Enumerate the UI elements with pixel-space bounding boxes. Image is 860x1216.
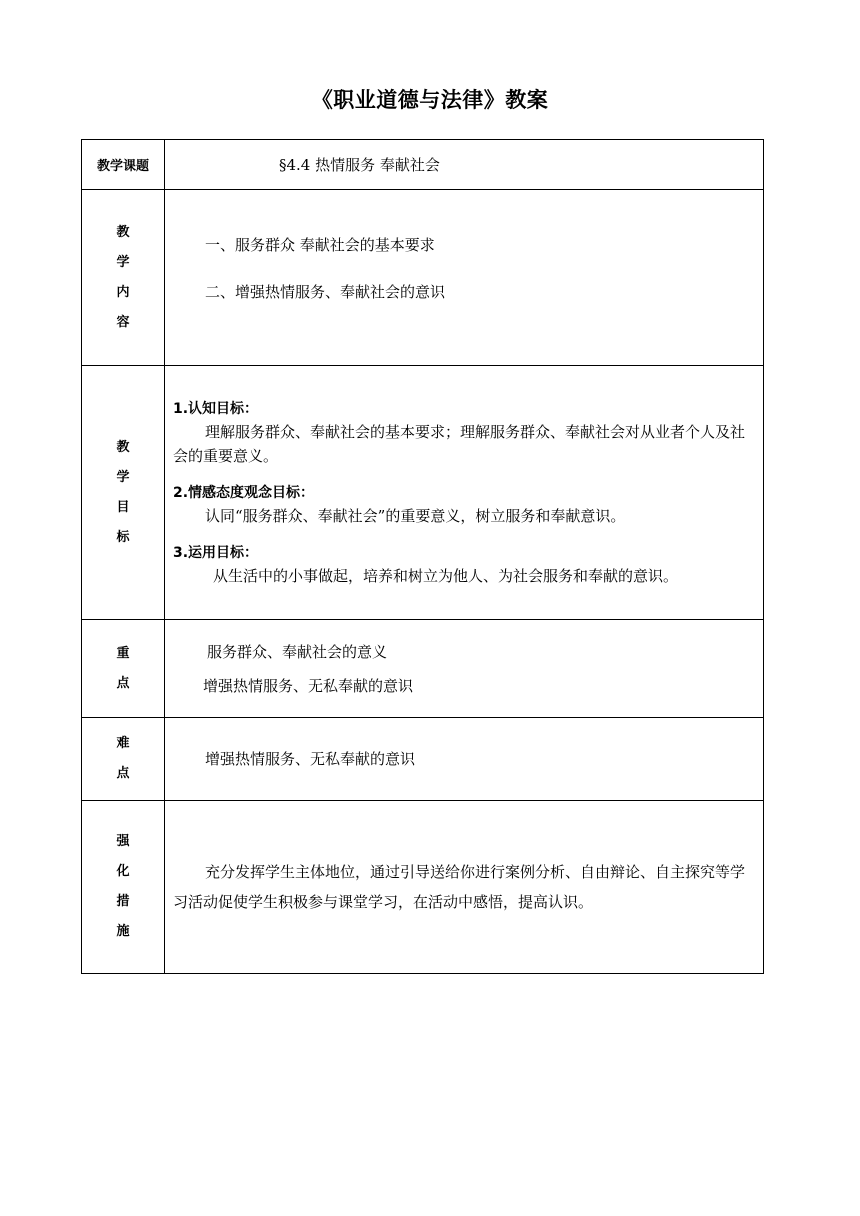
- reinforcement-measures-label: [82, 801, 165, 974]
- goal-heading: 1.认知目标：: [173, 400, 259, 417]
- document-title: 《职业道德与法律》教案: [311, 88, 549, 112]
- label-char: 点: [116, 766, 130, 781]
- key-points-label: [82, 620, 165, 718]
- lesson-plan-table: [81, 139, 764, 974]
- teaching-content-cell: [165, 190, 764, 366]
- goal-heading: 2.情感态度观念目标：: [173, 484, 315, 501]
- goal-body: 从生活中的小事做起，培养和树立为他人、为社会服务和奉献的意识。: [213, 566, 679, 585]
- row-teaching-goals: [82, 366, 764, 620]
- teaching-content-label: [82, 190, 165, 366]
- row-topic: [82, 140, 764, 190]
- goal-section: [165, 482, 763, 528]
- teaching-goals-label: [82, 366, 165, 620]
- label-char: 强: [116, 834, 130, 849]
- row-key-points: [82, 620, 764, 718]
- key-points-cell: [165, 620, 764, 718]
- label-char: 内: [116, 284, 130, 300]
- difficulties-label: [82, 718, 165, 801]
- label-char: 施: [116, 924, 130, 939]
- label-char: 点: [116, 675, 130, 691]
- teaching-goals-cell: [165, 366, 764, 620]
- key-point-item: 服务群众、奉献社会的意义: [207, 642, 388, 661]
- label-char: 难: [116, 736, 130, 751]
- goal-section: [165, 398, 763, 468]
- row-teaching-content: [82, 190, 764, 366]
- label-char: 容: [116, 314, 130, 330]
- label-char: 教: [116, 224, 130, 240]
- key-point-item: 增强热情服务、无私奉献的意识: [203, 676, 414, 695]
- row-difficulties: [82, 718, 764, 801]
- goal-body: 认同“服务群众、奉献社会”的重要意义，树立服务和奉献意识。: [205, 506, 626, 525]
- content-item: 一、服务群众 奉献社会的基本要求: [205, 236, 435, 254]
- content-item: 二、增强热情服务、奉献社会的意识: [205, 283, 446, 301]
- label-char: 化: [116, 864, 130, 879]
- label-char: 目: [116, 499, 130, 515]
- label-char: 重: [116, 645, 130, 661]
- topic-cell: [165, 140, 764, 190]
- label-char: 措: [116, 894, 130, 909]
- measures-text: 充分发挥学生主体地位，通过引导送给你进行案例分析、自由辩论、自主探究等学习活动促使学生积极参与课堂学习，在活动中感悟，提高认识。: [173, 863, 746, 911]
- reinforcement-measures-cell: [165, 801, 764, 974]
- label-char: 标: [116, 529, 130, 545]
- label-char: 学: [116, 254, 130, 270]
- topic-value: §4.4 热情服务 奉献社会: [279, 155, 440, 174]
- label-char: 学: [116, 469, 130, 485]
- label-char: 教: [116, 439, 130, 455]
- goal-heading: 3.运用目标：: [173, 544, 259, 561]
- goal-body: 理解服务群众、奉献社会的基本要求；理解服务群众、奉献社会对从业者个人及社会的重要意义。: [173, 422, 746, 465]
- goal-section: [165, 542, 763, 588]
- difficulty-item: 增强热情服务、无私奉献的意识: [205, 750, 416, 768]
- topic-label: 教学课题: [82, 140, 165, 190]
- difficulties-cell: [165, 718, 764, 801]
- row-reinforcement-measures: [82, 801, 764, 974]
